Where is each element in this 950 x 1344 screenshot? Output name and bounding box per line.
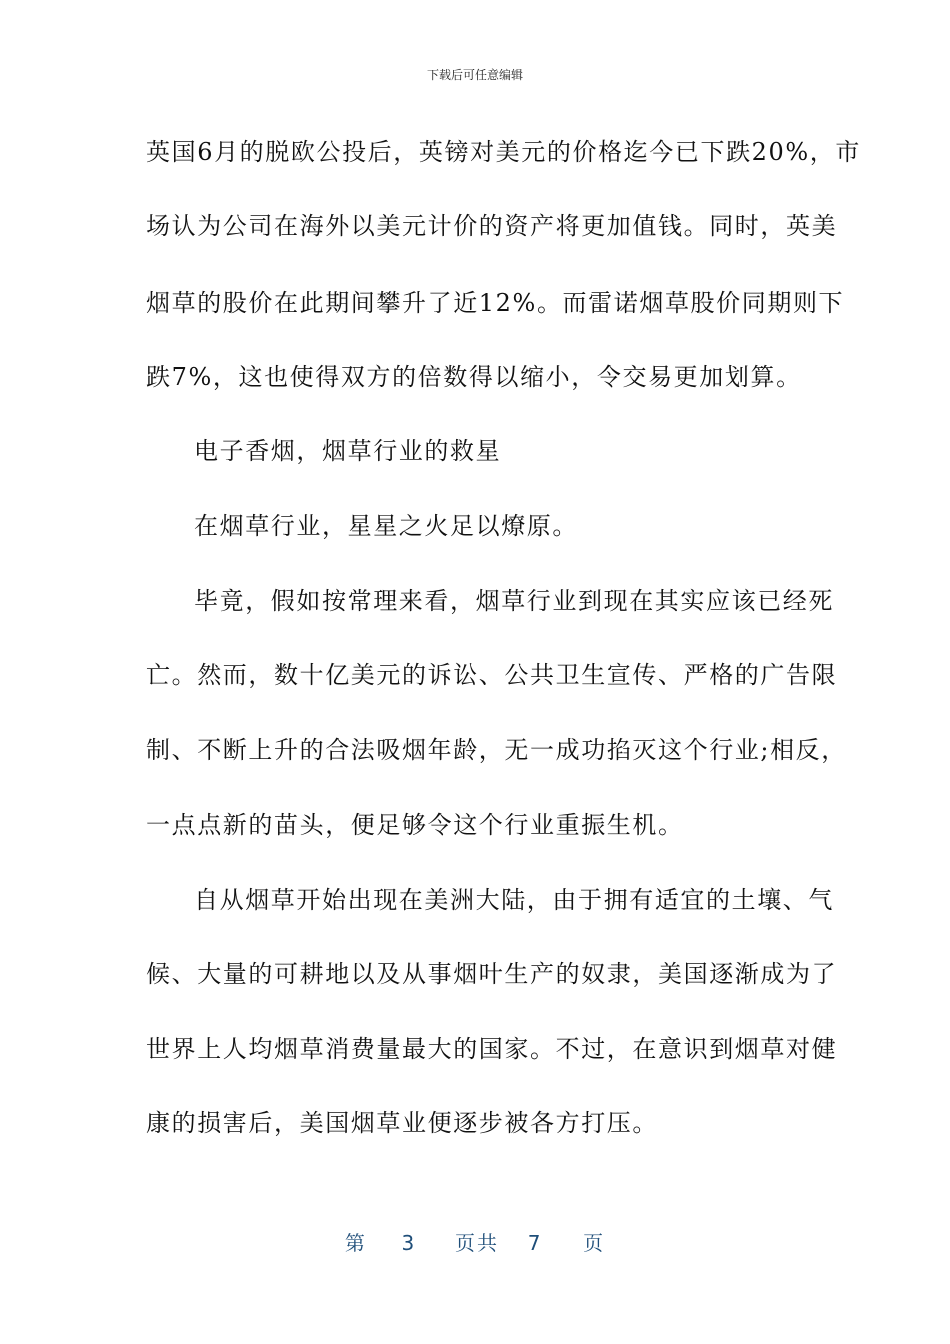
paragraph-line: 亡。然而，数十亿美元的诉讼、公共卫生宣传、严格的广告限 [146, 661, 838, 689]
paragraph-line: 世界上人均烟草消费量最大的国家。不过，在意识到烟草对健 [146, 1035, 838, 1063]
paragraph-line: 跌7%，这也使得双方的倍数得以缩小，令交易更加划算。 [146, 363, 802, 391]
paragraph-line: 制、不断上升的合法吸烟年龄，无一成功掐灭这个行业;相反， [146, 736, 847, 764]
paragraph-line: 英国6月的脱欧公投后，英镑对美元的价格迄今已下跌20%，市 [146, 138, 862, 166]
paragraph-line: 场认为公司在海外以美元计价的资产将更加值钱。同时，英美 [146, 212, 838, 240]
page-label-middle: 页共 [455, 1231, 499, 1255]
page-label-prefix: 第 [344, 1231, 367, 1255]
paragraph-line: 自从烟草开始出现在美洲大陆，由于拥有适宜的土壤、气 [194, 886, 834, 914]
paragraph-line: 候、大量的可耕地以及从事烟叶生产的奴隶，美国逐渐成为了 [146, 960, 838, 988]
paragraph-line: 康的损害后，美国烟草业便逐步被各方打压。 [146, 1109, 658, 1137]
paragraph-line: 一点点新的苗头，便足够令这个行业重振生机。 [146, 811, 684, 839]
page-footer [0, 1227, 950, 1256]
paragraph-line: 毕竟，假如按常理来看，烟草行业到现在其实应该已经死 [194, 587, 834, 615]
page-number: 3 [401, 1231, 417, 1255]
page-header-note: 下载后可任意编辑 [426, 68, 523, 82]
paragraph-line: 在烟草行业，星星之火足以燎原。 [194, 512, 578, 540]
paragraph-line: 烟草的股价在此期间攀升了近12%。而雷诺烟草股价同期则下 [146, 289, 845, 317]
total-pages: 7 [527, 1231, 543, 1255]
page-label-suffix: 页 [583, 1231, 606, 1255]
section-heading: 电子香烟，烟草行业的救星 [194, 437, 502, 465]
